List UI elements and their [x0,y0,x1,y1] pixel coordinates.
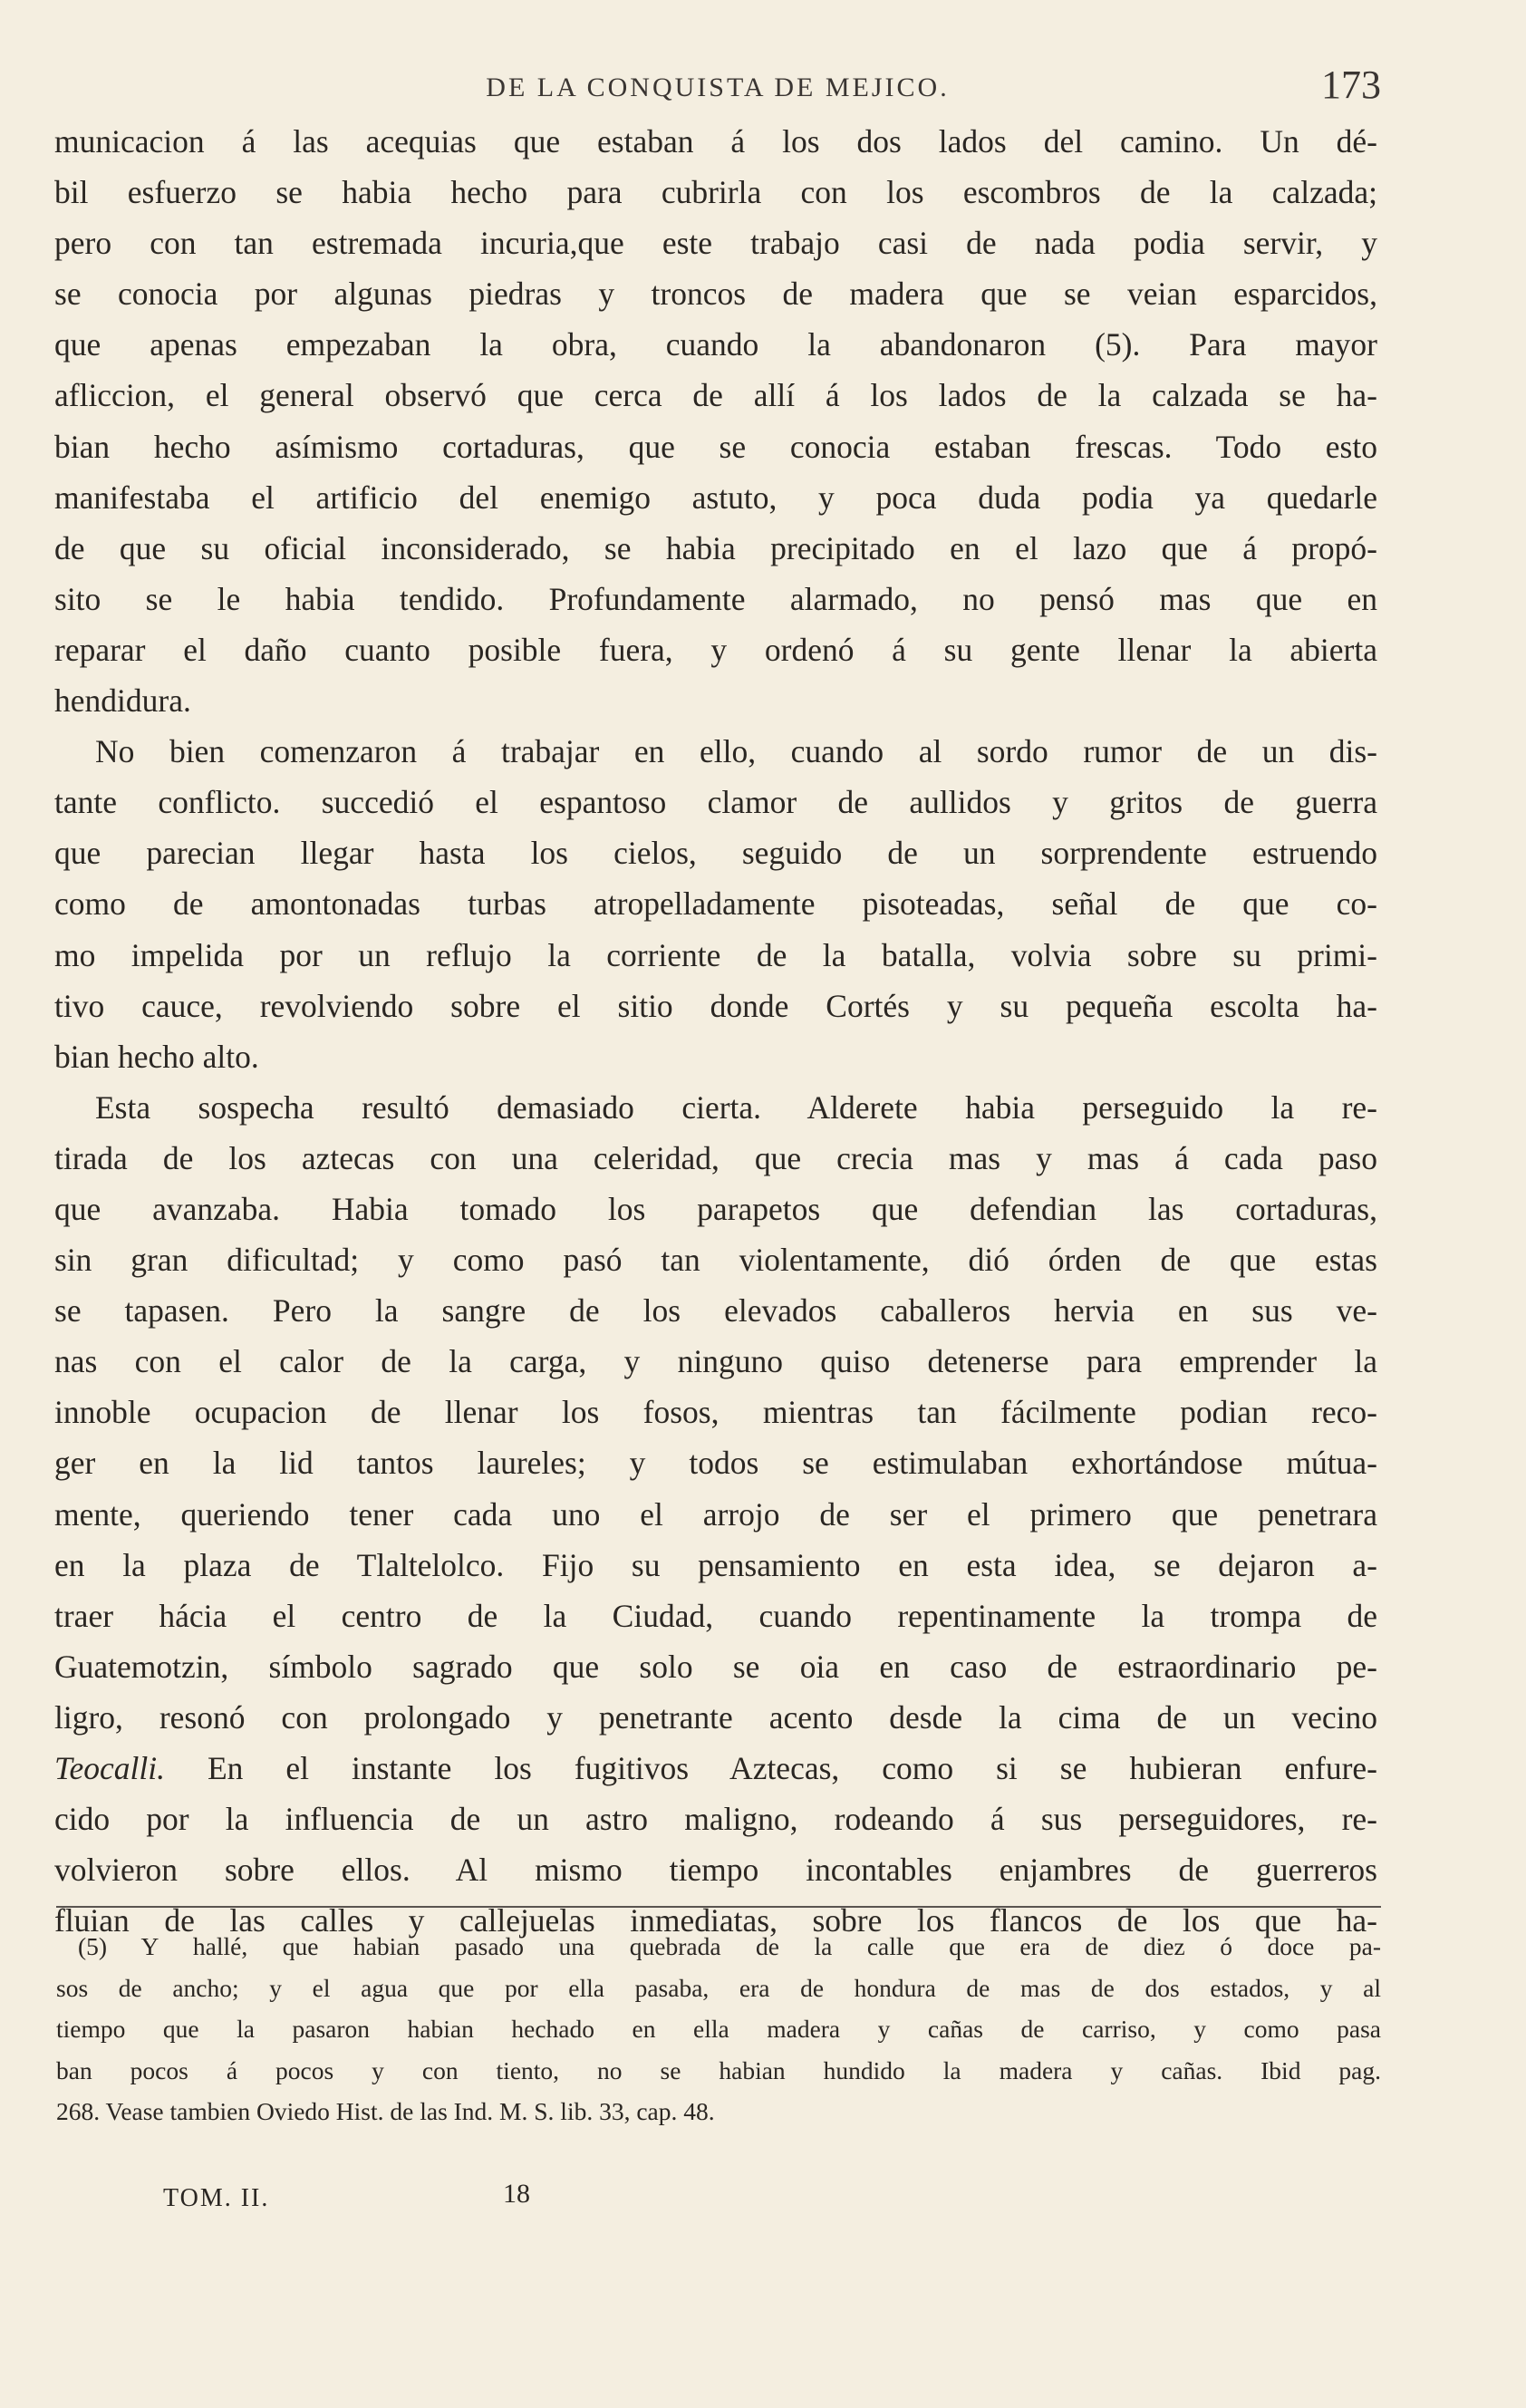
signature-mark: 18 [503,2179,530,2209]
text-line: ger en la lid tantos laureles; y todos se estimulaban exhortándose mútua- [54,1445,1377,1482]
text-line: en la plaza de Tlaltelolco. Fijo su pensamiento en esta idea, se dejaron a- [54,1546,1377,1583]
body-text [54,116,1377,1946]
volume-label: TOM. II. [163,2184,270,2212]
text-line: municacion á las acequias que estaban á los dos lados del camino. Un dé- [54,123,1377,160]
running-title: DE LA CONQUISTA DE MEJICO. [486,73,950,102]
text-line: manifestaba el artificio del enemigo astuto, y poca duda podia ya quedarle [54,479,1377,516]
text-line: reparar el daño cuanto posible fuera, y ordenó á su gente llenar la abierta [54,631,1377,668]
text-line: cido por la influencia de un astro maligno, rodeando á sus perseguidores, re- [54,1801,1377,1838]
page-number: 173 [1321,63,1381,107]
text-line: No bien comenzaron á trabajar en ello, cuando al sordo rumor de un dis- [95,733,1377,770]
text-line: que parecian llegar hasta los cielos, seguido de un sorprendente estruendo [54,835,1377,872]
running-head [54,62,1381,116]
text-line: pero con tan estremada incuria,que este trabajo casi de nada podia servir, y [54,225,1377,262]
text-line: innoble ocupacion de llenar los fosos, mientras tan fácilmente podian reco- [54,1394,1377,1431]
footnote-line: (5) Y hallé, que habian pasado una quebrada de la calle que era de diez ó doce pa- [78,1932,1381,1960]
text-line: bian hecho alto. [54,1038,259,1075]
text-line: se tapasen. Pero la sangre de los elevados caballeros hervia en sus ve- [54,1292,1377,1330]
footnote [56,1926,1381,2132]
footnote-line: tiempo que la pasaron habian hechado en ella madera y cañas de carriso, y como pasa [56,2015,1381,2043]
text-line: tante conflicto. succedió el espantoso clamor de aullidos y gritos de guerra [54,784,1377,821]
text-line-italic-start: Teocalli. En el instante los fugitivos Aztecas, como si se hubieran enfure- [54,1750,1377,1786]
text-line: tivo cauce, revolviendo sobre el sitio donde Cortés y su pequeña escolta ha- [54,987,1377,1024]
text-line: afliccion, el general observó que cerca de allí á los lados de la calzada se ha- [54,377,1377,414]
text-line: mo impelida por un reflujo la corriente de la batalla, volvia sobre su primi- [54,936,1377,973]
text-line: Guatemotzin, símbolo sagrado que solo se oia en caso de estraordinario pe- [54,1648,1377,1685]
text-line: nas con el calor de la carga, y ninguno quiso detenerse para emprender la [54,1343,1377,1380]
text-line: volvieron sobre ellos. Al mismo tiempo incontables enjambres de guerreros [54,1852,1377,1889]
text-line: bil esfuerzo se habia hecho para cubrirla con los escombros de la calzada; [54,174,1377,211]
footnote-line: sos de ancho; y el agua que por ella pasaba, era de hondura de mas de dos estados, y al [56,1973,1381,2002]
text-line: sin gran dificultad; y como pasó tan violentamente, dió órden de que estas [54,1242,1377,1279]
footnote-rule [56,1906,1381,1908]
text-line: fluian de las calles y callejuelas inmediatas, sobre los flancos de los que ha- [54,1902,1377,1939]
text-line: tirada de los aztecas con una celeridad, que crecia mas y mas á cada paso [54,1139,1377,1176]
text-line: ligro, resonó con prolongado y penetrante acento desde la cima de un vecino [54,1698,1377,1736]
text-line: se conocia por algunas piedras y troncos de madera que se veian esparcidos, [54,276,1377,313]
text-line: que avanzaba. Habia tomado los parapetos que defendian las cortaduras, [54,1190,1377,1227]
text-line: de que su oficial inconsiderado, se habia precipitado en el lazo que á propó- [54,529,1377,566]
footnote-line: ban pocos á pocos y con tiento, no se habian hundido la madera y cañas. Ibid pag. [56,2055,1381,2084]
text-line: hendidura. [54,682,191,720]
text-line: que apenas empezaban la obra, cuando la abandonaron (5). Para mayor [54,326,1377,363]
text-line: bian hecho asímismo cortaduras, que se conocia estaban frescas. Todo esto [54,428,1377,465]
footnote-line: 268. Vease tambien Oviedo Hist. de las Ind. M. S. lib. 33, cap. 48. [56,2097,715,2125]
italic-word: Teocalli. [54,1750,165,1786]
text-line: mente, queriendo tener cada uno el arrojo de ser el primero que penetrara [54,1495,1377,1533]
text-line: sito se le habia tendido. Profundamente alarmado, no pensó mas que en [54,580,1377,617]
text-line: como de amontonadas turbas atropelladamente pisoteadas, señal de que co- [54,885,1377,923]
text-line: Esta sospecha resultó demasiado cierta. Alderete habia perseguido la re- [95,1088,1377,1126]
text-line: traer hácia el centro de la Ciudad, cuando repentinamente la trompa de [54,1597,1377,1634]
